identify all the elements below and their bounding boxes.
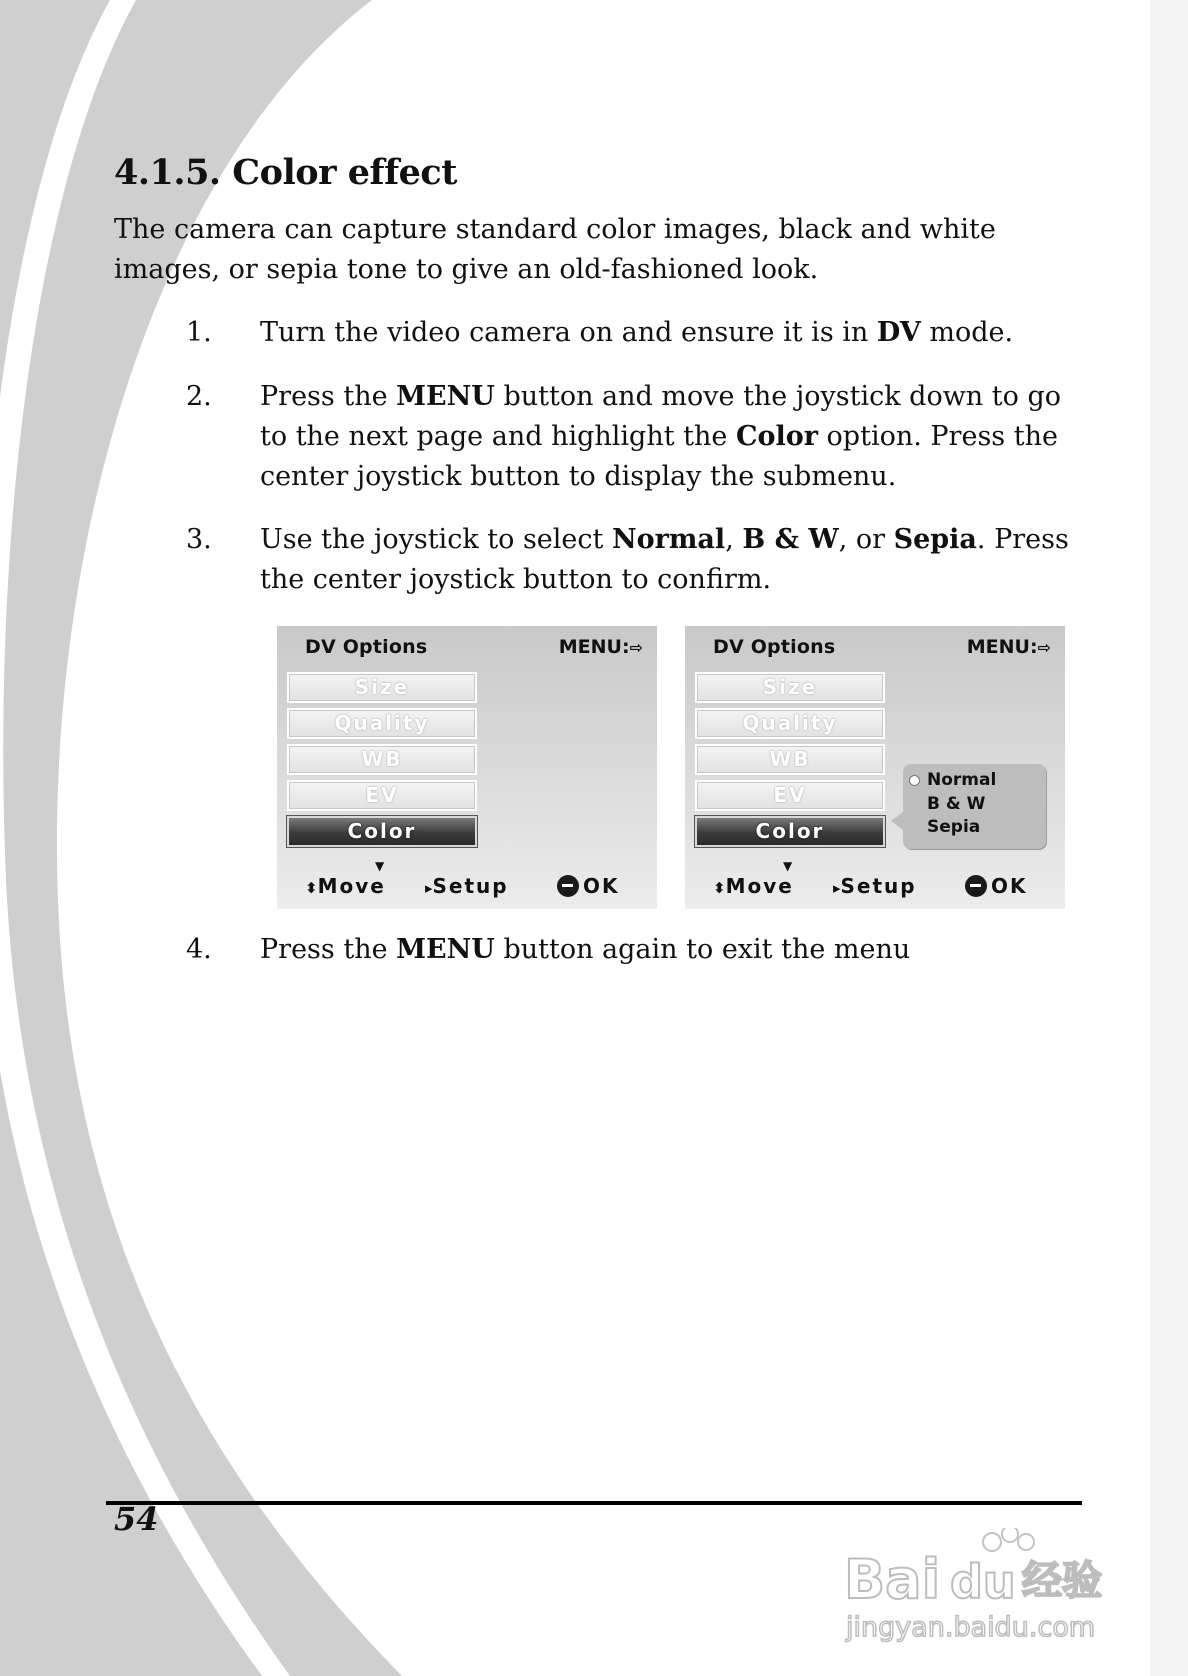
footer-setup: ▸Setup	[425, 874, 509, 898]
footer-ok: OK	[965, 874, 1028, 898]
camera-menu-screenshot-2	[685, 626, 1065, 909]
color-submenu	[903, 764, 1046, 849]
intro-paragraph: The camera can capture standard color images, black and white images, or sepia tone to give an old-fashioned look.	[114, 214, 996, 285]
submenu-item-sepia: Sepia	[927, 817, 981, 837]
footer-move: ⬍Move	[305, 874, 386, 898]
footer-move: ⬍Move	[713, 874, 794, 898]
watermark-suffix: 经验	[1022, 1558, 1102, 1604]
right-arrow-icon: ▸	[833, 879, 841, 897]
step-number: 2.	[186, 381, 212, 412]
watermark-url: jingyan.baidu.com	[846, 1612, 1096, 1643]
watermark-brand: Bai	[844, 1548, 941, 1611]
option-quality: Quality	[695, 708, 885, 739]
down-arrow-icon: ▼	[375, 859, 385, 873]
watermark-brand-du: du	[950, 1555, 1016, 1609]
step-number: 4.	[186, 934, 212, 965]
option-ev: EV	[695, 780, 885, 811]
step-number: 1.	[186, 317, 212, 348]
exit-icon: ⇨	[1037, 638, 1051, 657]
step-text: Turn the video camera on and ensure it is in DV mode.	[260, 317, 1014, 348]
option-wb: WB	[695, 744, 885, 775]
submenu-item-normal: Normal	[927, 770, 997, 790]
enter-icon	[557, 875, 579, 897]
menu-exit-hint: MENU:⇨	[966, 636, 1051, 658]
section-heading: 4.1.5. Color effect	[114, 152, 457, 193]
exit-icon: ⇨	[629, 638, 643, 657]
camera-menu-screenshot-1	[277, 626, 657, 909]
baidu-watermark-logo	[842, 1528, 1122, 1646]
down-arrow-icon: ▼	[783, 859, 793, 873]
step-text: Press the MENU button and move the joystick down to go to the next page and highlight the Color option. Press the center joystick button to display the submenu.	[260, 381, 1062, 492]
step-number: 3.	[186, 524, 212, 555]
enter-icon	[965, 875, 987, 897]
up-down-icon: ⬍	[305, 879, 318, 897]
step-text: Use the joystick to select Normal, B & W, or Sepia. Press the center joystick button to confirm.	[260, 524, 1069, 595]
screen-title: DV Options	[713, 636, 836, 658]
menu-exit-hint: MENU:⇨	[558, 636, 643, 658]
footer-rule	[106, 1501, 1082, 1505]
option-wb: WB	[287, 744, 477, 775]
option-size: Size	[287, 672, 477, 703]
up-down-icon: ⬍	[713, 879, 726, 897]
option-color-selected: Color	[287, 816, 477, 847]
page-number: 54	[114, 1500, 159, 1538]
right-arrow-icon: ▸	[425, 879, 433, 897]
option-size: Size	[695, 672, 885, 703]
step-text: Press the MENU button again to exit the menu	[260, 934, 911, 965]
footer-ok: OK	[557, 874, 620, 898]
option-color-selected: Color	[695, 816, 885, 847]
screen-title: DV Options	[305, 636, 428, 658]
submenu-item-bw: B & W	[927, 794, 986, 814]
footer-setup: ▸Setup	[833, 874, 917, 898]
radio-selected-icon	[909, 775, 920, 786]
option-quality: Quality	[287, 708, 477, 739]
option-ev: EV	[287, 780, 477, 811]
